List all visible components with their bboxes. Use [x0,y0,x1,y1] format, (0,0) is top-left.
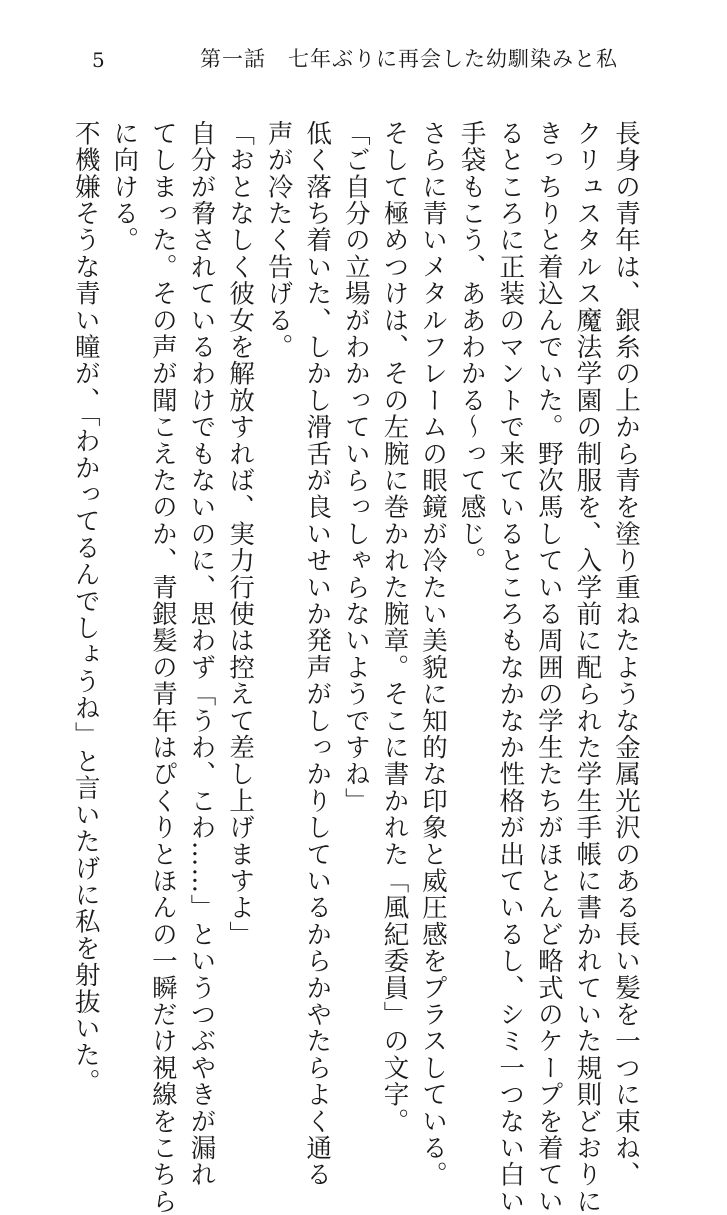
body-text [66,120,645,1215]
text-line: クリュスタルス魔法学園の制服を、入学前に配られた学生手帳に書かれていた規則どおりに [572,120,603,1215]
text-line: 自分が脅されているわけでもないのに、思わず「うわ、こわ……」というつぶやきが漏れ [186,120,217,1188]
page-number: 5 [92,48,105,72]
text-line: 声が冷たく告げる。 [263,120,294,361]
text-line: 手袋もこう、ああわかる〜って感じ。 [456,120,487,574]
text-line: 「ご自分の立場がわかっていらっしゃらないようですね」 [340,120,371,815]
text-line: てしまった。その声が聞こえたのか、青銀髪の青年はぴくりとほんの一瞬だけ視線をこちら [147,120,178,1215]
text-line: さらに青いメタルフレームの眼鏡が冷たい美貌に知的な印象と威圧感をプラスしている。 [418,120,449,1188]
text-line: そして極めつけは、その左腕に巻かれた腕章。そこに書かれた「風紀委員」の文字。 [379,120,410,1135]
text-line: 長身の青年は、銀糸の上から青を塗り重ねたような金属光沢のある長い髪を一つに束ね、 [611,120,641,1188]
text-line: に向ける。 [109,120,140,254]
text-line: るところに正装のマントで来ているところもなかなか性格が出ているし、シミ一つない白い [495,120,526,1215]
chapter-title: 第一話 七年ぶりに再会した幼馴染みと私 [200,47,618,71]
text-line: 不機嫌そうな青い瞳が、「わかってるんでしょうね」と言いたげに私を射抜いた。 [70,120,101,1096]
text-line: 「おとなしく彼女を解放すれば、実力行使は控えて差し上げますよ」 [225,120,256,948]
text-line: きっちりと着込んでいた。野次馬している周囲の学生たちがほとんど略式のケープを着てい [533,120,564,1215]
text-line: 低く落ち着いた、しかし滑舌が良いせいか発声がしっかりしているからかやたらよく通る [302,120,333,1188]
